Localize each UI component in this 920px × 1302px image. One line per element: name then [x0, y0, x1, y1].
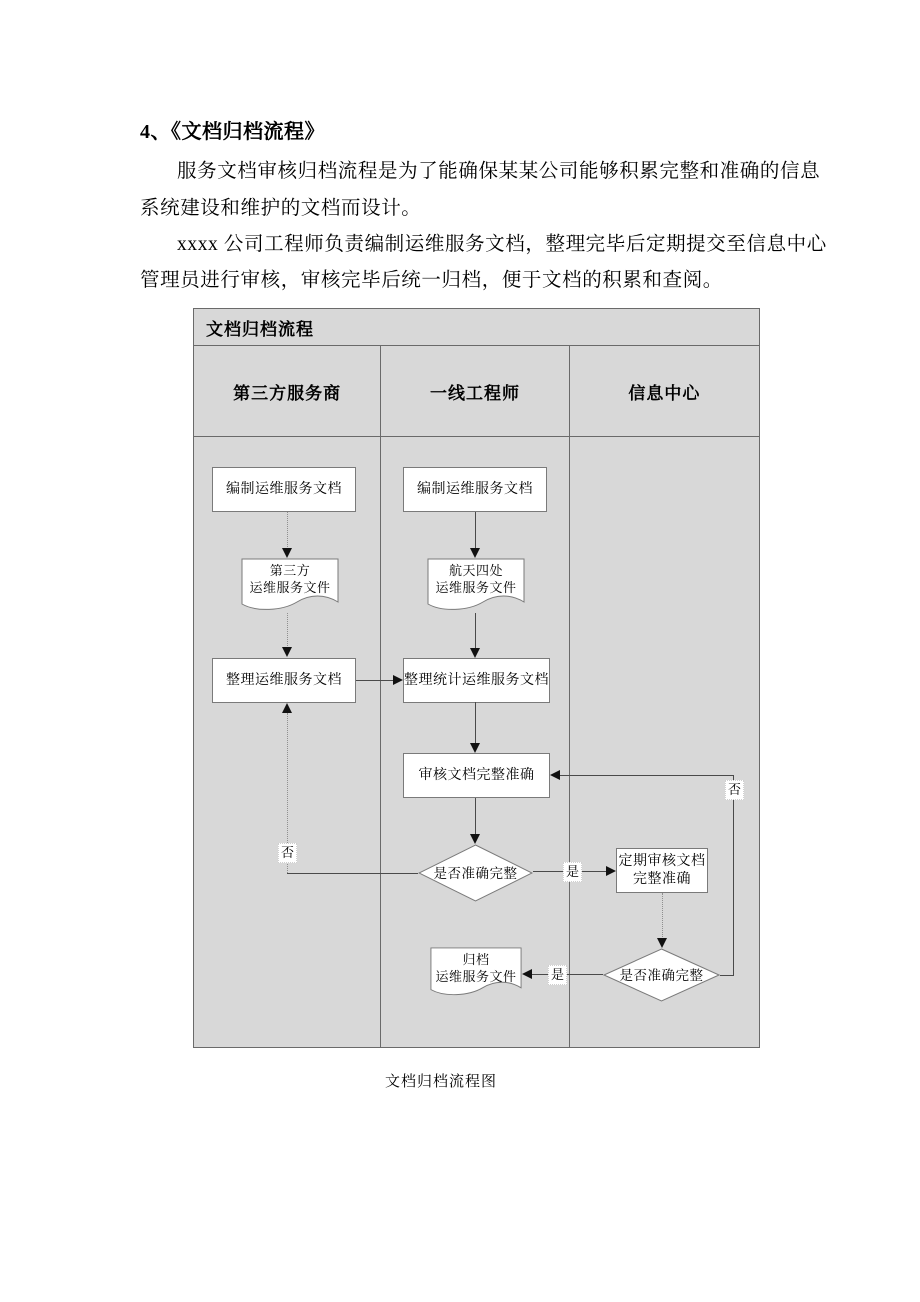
edge-label-yes: 是	[548, 965, 567, 985]
node-organize-docs-third-party	[212, 658, 356, 703]
arrow-right-icon	[606, 866, 616, 876]
decision-accurate-complete-2	[603, 948, 720, 1002]
edge-label-yes: 是	[563, 862, 582, 882]
node-label: 审核文档完整准确	[418, 767, 535, 783]
doc-label: 航天四处 运维服务文件	[435, 563, 517, 595]
arrow-left-icon	[550, 770, 560, 780]
arrow-down-icon	[657, 938, 667, 948]
doc-label: 第三方 运维服务文件	[249, 563, 331, 595]
paragraph-1-line-2: 系统建设和维护的文档而设计。	[140, 198, 422, 219]
arrow-down-icon	[470, 834, 480, 844]
connector-n3-to-n4	[356, 680, 394, 681]
node-compile-docs-engineer	[403, 467, 547, 512]
lane-header-row	[194, 346, 759, 437]
connector-n6-to-q2	[662, 893, 663, 939]
arrow-right-icon	[393, 675, 403, 685]
connector-q2-no-vertical	[733, 775, 734, 975]
lane-header-info-center: 信息中心	[569, 346, 759, 436]
paragraph-2-line-2: 管理员进行审核，审核完毕后统一归档，便于文档的积累和查阅。	[140, 270, 723, 291]
figure-caption: 文档归档流程图	[385, 1074, 498, 1090]
lane-header-frontline-engineer: 一线工程师	[380, 346, 568, 436]
node-label: 整理统计运维服务文档	[404, 672, 549, 688]
node-label: 定期审核文档	[618, 853, 706, 869]
connector-d2-to-n4	[475, 613, 476, 649]
section-heading: 4、《文档归档流程》	[140, 121, 325, 143]
connector-n2-to-d2	[475, 512, 476, 549]
connector-n5-to-q1	[475, 798, 476, 835]
doc-dept4-file	[427, 558, 525, 613]
connector-d1-to-n3	[287, 613, 288, 648]
arrow-down-icon	[282, 548, 292, 558]
connector-q2-no-top	[559, 775, 733, 776]
doc-label: 归档 运维服务文件	[435, 952, 517, 984]
edge-label-no: 否	[725, 780, 744, 800]
node-label: 整理运维服务文档	[226, 672, 342, 688]
doc-third-party-file	[241, 558, 339, 613]
node-label: 完整准确	[633, 871, 691, 887]
paragraph-2-line-1: xxxx 公司工程师负责编制运维服务文档，整理完毕后定期提交至信息中心	[177, 234, 827, 255]
arrow-left-icon	[522, 969, 532, 979]
arrow-down-icon	[282, 647, 292, 657]
node-organize-stat-docs	[403, 658, 550, 703]
decision-label: 是否准确完整	[433, 865, 518, 881]
node-review-docs	[403, 753, 550, 798]
connector-n4-to-n5	[475, 702, 476, 744]
connector-n1-to-d1	[287, 512, 288, 549]
arrow-down-icon	[470, 548, 480, 558]
node-label: 编制运维服务文档	[417, 481, 533, 497]
connector-q2-no-bottom	[720, 975, 734, 976]
arrow-down-icon	[470, 648, 480, 658]
flowchart-title: 文档归档流程	[194, 309, 759, 346]
decision-label: 是否准确完整	[619, 967, 704, 983]
edge-label-no: 否	[278, 843, 297, 863]
arrow-up-icon	[282, 703, 292, 713]
lane-header-third-party: 第三方服务商	[233, 383, 342, 403]
doc-archived-file	[430, 947, 522, 998]
node-periodic-review	[616, 848, 708, 893]
connector-q1-no-horizontal	[287, 873, 418, 874]
node-compile-docs-third-party	[212, 467, 356, 512]
arrow-down-icon	[470, 743, 480, 753]
paragraph-1-line-1: 服务文档审核归档流程是为了能确保某某公司能够积累完整和准确的信息	[177, 161, 821, 182]
node-label: 编制运维服务文档	[226, 481, 342, 497]
decision-accurate-complete-1	[418, 844, 533, 902]
